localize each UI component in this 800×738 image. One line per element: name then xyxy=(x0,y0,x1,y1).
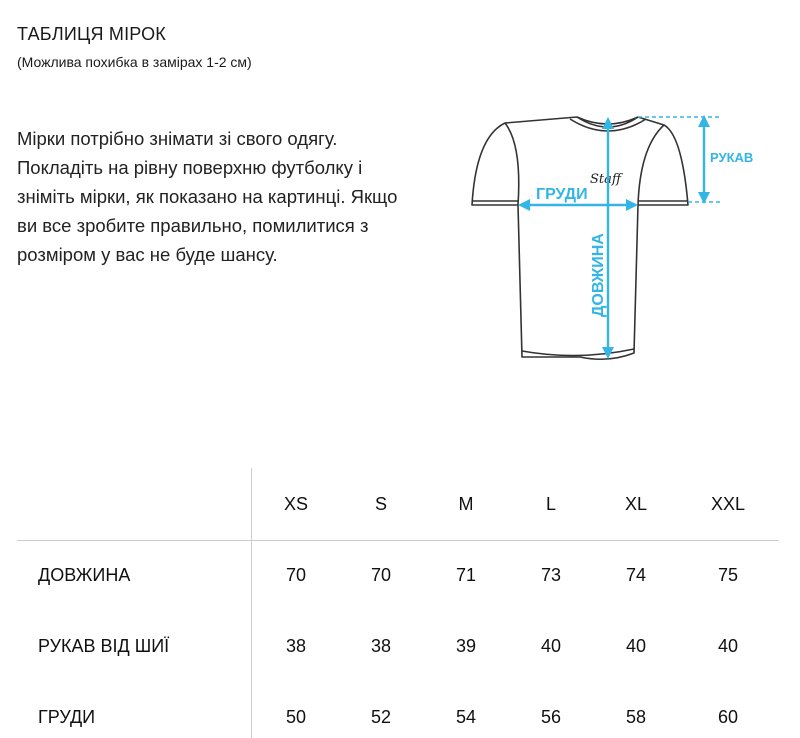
size-table xyxy=(17,468,779,738)
table-column-divider xyxy=(251,468,252,738)
table-cell: 71 xyxy=(455,565,477,585)
table-cell: 58 xyxy=(625,707,647,727)
page-title: ТАБЛИЦЯ МІРОК xyxy=(17,24,166,44)
length-label: ДОВЖИНА xyxy=(590,233,607,317)
size-header-s: S xyxy=(374,494,388,514)
brand-logo: Staff xyxy=(590,172,622,187)
table-cell: 40 xyxy=(540,636,562,656)
size-header-m: M xyxy=(458,494,474,514)
tshirt-measurement-illustration xyxy=(460,105,760,370)
table-cell: 50 xyxy=(285,707,307,727)
table-header-divider xyxy=(17,540,779,541)
table-cell: 54 xyxy=(455,707,477,727)
table-cell: 52 xyxy=(370,707,392,727)
table-cell: 56 xyxy=(540,707,562,727)
table-cell: 60 xyxy=(717,707,739,727)
tshirt-outline xyxy=(472,117,688,359)
row-label-sleeve: РУКАВ ВІД ШИЇ xyxy=(38,636,170,656)
table-cell: 39 xyxy=(455,636,477,656)
row-label-chest: ГРУДИ xyxy=(38,707,96,727)
table-cell: 70 xyxy=(370,565,392,585)
size-header-xs: XS xyxy=(283,494,309,514)
sleeve-label: РУКАВ xyxy=(710,150,754,165)
measurement-instructions: Мірки потрібно знімати зі свого одягу. Покладіть на рівну поверхню футболку і зніміть мірки, як показано на картинці. Якщо ви все зробите правильно, помилитися з розміром у вас не буде шансу. xyxy=(17,128,398,265)
table-cell: 38 xyxy=(370,636,392,656)
size-header-l: L xyxy=(545,494,557,514)
table-cell: 70 xyxy=(285,565,307,585)
chest-label: ГРУДИ xyxy=(536,186,588,203)
table-cell: 40 xyxy=(625,636,647,656)
size-header-xl: XL xyxy=(624,494,648,514)
table-cell: 40 xyxy=(717,636,739,656)
page-subtitle: (Можлива похибка в замірах 1-2 см) xyxy=(17,54,252,70)
size-header-xxl: XXL xyxy=(710,494,746,514)
table-cell: 75 xyxy=(717,565,739,585)
row-label-length: ДОВЖИНА xyxy=(38,565,131,585)
table-cell: 73 xyxy=(540,565,562,585)
table-cell: 74 xyxy=(625,565,647,585)
table-cell: 38 xyxy=(285,636,307,656)
